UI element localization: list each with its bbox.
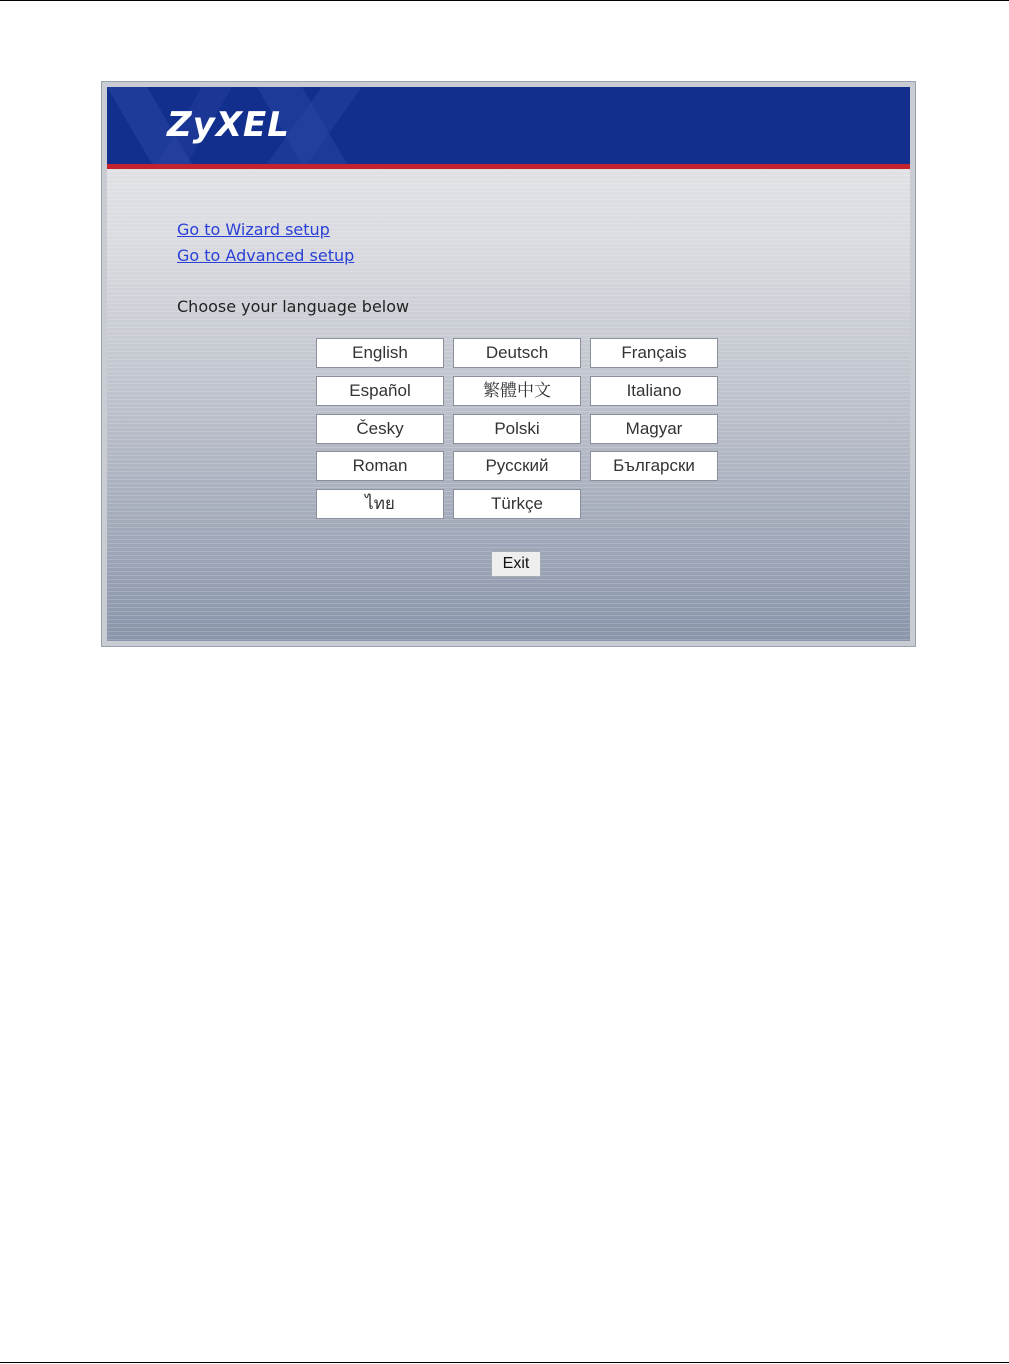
language-button-polski[interactable]: Polski (453, 414, 581, 444)
language-button-francais[interactable]: Français (590, 338, 718, 368)
page-bottom-rule (0, 1362, 1009, 1363)
language-button-espanol[interactable]: Español (316, 376, 444, 406)
language-button-russian[interactable]: Русский (453, 451, 581, 481)
setup-panel (107, 87, 910, 641)
language-button-traditional-chinese[interactable]: 繁體中文 (453, 376, 581, 406)
language-button-bulgarian[interactable]: Български (590, 451, 718, 481)
language-prompt: Choose your language below (177, 297, 410, 316)
language-button-magyar[interactable]: Magyar (590, 414, 718, 444)
header-banner (107, 87, 910, 164)
header-accent-stripe (107, 164, 910, 169)
page-top-rule (0, 0, 1009, 1)
advanced-setup-link[interactable]: Go to Advanced setup (177, 246, 355, 265)
setup-window (101, 81, 916, 647)
zyxel-logo: ZyXEL (167, 105, 290, 145)
language-button-czech[interactable]: Česky (316, 414, 444, 444)
language-button-roman[interactable]: Roman (316, 451, 444, 481)
language-button-italiano[interactable]: Italiano (590, 376, 718, 406)
language-button-english[interactable]: English (316, 338, 444, 368)
wizard-setup-link[interactable]: Go to Wizard setup (177, 220, 330, 239)
language-button-thai[interactable]: ไทย (316, 489, 444, 519)
exit-button[interactable]: Exit (491, 551, 541, 577)
language-button-deutsch[interactable]: Deutsch (453, 338, 581, 368)
language-button-turkish[interactable]: Türkçe (453, 489, 581, 519)
